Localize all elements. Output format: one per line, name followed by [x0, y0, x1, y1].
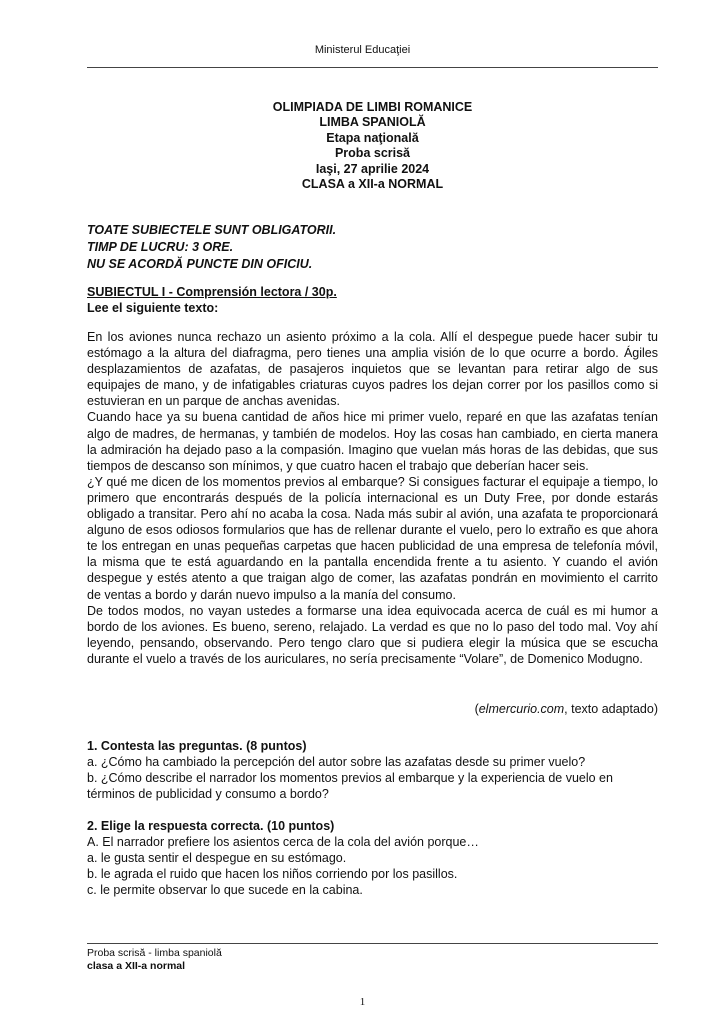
- exam-rules: [87, 222, 658, 273]
- task-1: [87, 738, 658, 802]
- rule-mandatory: TOATE SUBIECTELE SUNT OBLIGATORII.: [87, 223, 337, 237]
- section-title: SUBIECTUL I - Comprensión lectora / 30p.: [87, 285, 337, 299]
- footer-class: clasa a XII-a normal: [87, 960, 186, 972]
- footer-test-name: Proba scrisă - limba spaniolă: [87, 947, 222, 959]
- reading-text: [87, 329, 658, 667]
- rule-no-default-points: NU SE ACORDĂ PUNCTE DIN OFICIU.: [87, 257, 313, 271]
- source-note: , texto adaptado): [564, 702, 658, 716]
- title-language: LIMBA SPANIOLĂ: [319, 115, 426, 130]
- text-paragraph: ¿Y qué me dicen de los momentos previos al embarque? Si consigues facturar el equipaje a tiempo, lo primero que encontrarás después de la policía internacional es un Duty Free, por donde estarás obligado a transitar. Pero ahí no acaba la cosa. Nada más subir al avión, una azafata te proporcionará alguno de esos odiosos formularios que has de rellenar durante el vuelo, pero lo extraño es que ahora te los entregan en unas pequeñas carpetas que hacen publicidad de una empresa de telefonía móvil, la misma que te está aguardando en la pantalla encendida frente a tu asiento. Y cuando el avión despegue y estés atento a que traigan algo de comer, las azafatas pondrán en movimiento el carrito de ventas a bordo y darán nuevo impulso a la manía del consumo.: [87, 474, 658, 602]
- rule-time: TIMP DE LUCRU: 3 ORE.: [87, 240, 234, 254]
- text-paragraph: Cuando hace ya su buena cantidad de años hice mi primer vuelo, reparé en que las azafatas tenían algo de madres, de hermanas, y también de modelos. Hoy las cosas han cambiado, en cierta manera la admiración ha dejado paso a la compasión. Imagino que vuelan más horas de las debidas, que sus tiempos de descanso son mínimos, y que cuatro hacen el trabajo que deberían hacer seis.: [87, 410, 658, 473]
- task-2-title: 2. Elige la respuesta correcta. (10 puntos): [87, 819, 335, 833]
- title-test-type: Proba scrisă: [334, 146, 411, 161]
- source-open-paren: (: [474, 702, 479, 716]
- task-2-option: b. le agrada el ruido que hacen los niños corriendo por los pasillos.: [87, 867, 458, 882]
- title-class: CLASA a XII-a NORMAL: [301, 177, 444, 192]
- page-footer: [87, 947, 222, 973]
- title-stage: Etapa naţională: [326, 130, 419, 145]
- running-header: Ministerul Educaţiei: [314, 44, 411, 56]
- page-number: 1: [359, 996, 366, 1008]
- title-place-date: Iaşi, 27 aprilie 2024: [315, 161, 430, 176]
- task-2: [87, 818, 658, 898]
- text-source: [475, 701, 658, 717]
- title-olympiad: OLIMPIADA DE LIMBI ROMANICE: [272, 100, 473, 114]
- source-site: elmercurio.com: [478, 702, 565, 716]
- header-divider: [87, 67, 658, 68]
- task-1-question: a. ¿Cómo ha cambiado la percepción del autor sobre las azafatas desde su primer vuelo?: [87, 755, 586, 770]
- text-paragraph: En los aviones nunca rechazo un asiento próximo a la cola. Allí el despegue puede hacer subir tu estómago a la altura del diafragma, pero tienes una amplia visión de lo que ocurre a bordo. Ágiles desplazamientos de azafatas, de pasajeros inquietos que se levantan para retirar algo de sus equipajes de mano, y de infatigables criaturas cuyos padres los dejan correr por los pasillos como si estuvieran en un parque de anchas avenidas.: [87, 330, 658, 409]
- text-paragraph: De todos modos, no vayan ustedes a formarse una idea equivocada acerca de cuál es mi humor a bordo de los aviones. Es bueno, sereno, relajado. La verdad es que no lo paso del todo mal. Voy ahí leyendo, pensando, observando. Pero tengo claro que si pudiera elegir la música que se escucha durante el vuelo a través de los auriculares, no sería precisamente “Volare”, de Domenico Modugno.: [87, 603, 658, 666]
- exam-title-block: [87, 100, 658, 192]
- task-1-title: 1. Contesta las preguntas. (8 puntos): [87, 739, 307, 753]
- section-instruction: Lee el siguiente texto:: [87, 301, 219, 315]
- task-2-option: c. le permite observar lo que sucede en la cabina.: [87, 883, 363, 898]
- task-2-item-stem: A. El narrador prefiere los asientos cerca de la cola del avión porque…: [87, 835, 479, 850]
- footer-divider: [87, 943, 658, 944]
- task-1-question: b. ¿Cómo describe el narrador los momentos previos al embarque y la experiencia de vuelo en términos de publicidad y consumo a bordo?: [87, 771, 613, 802]
- task-2-option: a. le gusta sentir el despegue en su estómago.: [87, 851, 347, 866]
